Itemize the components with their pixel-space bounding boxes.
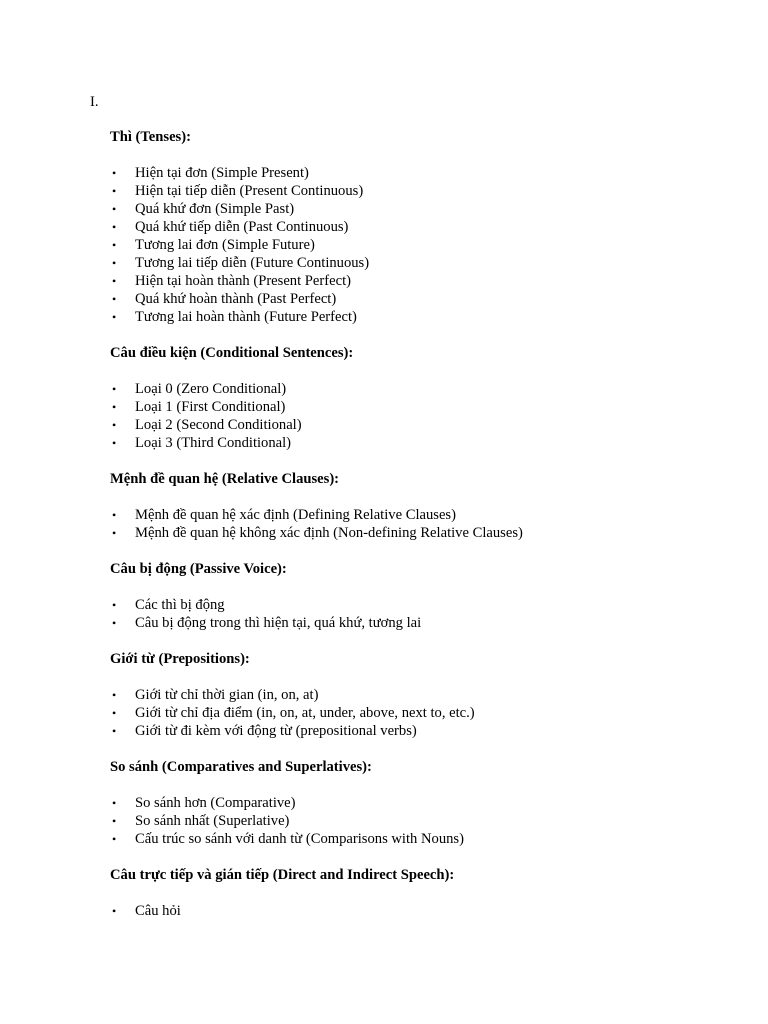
section-block	[110, 866, 730, 920]
bullet-icon: •	[112, 814, 117, 828]
list-item	[110, 254, 730, 272]
sections-container	[110, 128, 730, 938]
list-item-text: Câu hỏi	[135, 903, 181, 919]
bullet-icon: •	[112, 832, 117, 846]
list-item	[110, 398, 730, 416]
list-item	[110, 434, 730, 452]
list-item-text: Quá khứ tiếp diễn (Past Continuous)	[135, 219, 349, 235]
list-item	[110, 686, 730, 704]
section-block	[110, 128, 730, 326]
list-item-text: Tương lai đơn (Simple Future)	[135, 237, 315, 253]
section-heading: Câu trực tiếp và gián tiếp (Direct and Indirect Speech):	[110, 867, 455, 883]
list-item	[110, 182, 730, 200]
list-item	[110, 902, 730, 920]
section-number: I.	[90, 94, 99, 110]
list-item	[110, 200, 730, 218]
section-heading: Mệnh đề quan hệ (Relative Clauses):	[110, 471, 340, 487]
list-item-text: Tương lai hoàn thành (Future Perfect)	[135, 309, 357, 325]
bullet-list	[110, 794, 730, 848]
list-item	[110, 812, 730, 830]
list-item-text: Loại 3 (Third Conditional)	[135, 435, 292, 451]
bullet-icon: •	[112, 166, 117, 180]
list-item-text: Loại 0 (Zero Conditional)	[135, 381, 287, 397]
bullet-list	[110, 164, 730, 326]
list-item	[110, 794, 730, 812]
list-item-text: Giới từ chỉ thời gian (in, on, at)	[135, 687, 319, 703]
list-item-text: Cấu trúc so sánh với danh từ (Comparisons with Nouns)	[135, 831, 464, 847]
list-item	[110, 164, 730, 182]
list-item-text: Hiện tại tiếp diễn (Present Continuous)	[135, 183, 364, 199]
list-item-text: Quá khứ hoàn thành (Past Perfect)	[135, 291, 337, 307]
section-heading: Câu điều kiện (Conditional Sentences):	[110, 345, 354, 361]
list-item	[110, 506, 730, 524]
list-item-text: Loại 2 (Second Conditional)	[135, 417, 302, 433]
bullet-icon: •	[112, 400, 117, 414]
list-item-text: Tương lai tiếp diễn (Future Continuous)	[135, 255, 370, 271]
list-item-text: Giới từ chỉ địa điểm (in, on, at, under, above, next to, etc.)	[135, 705, 475, 721]
list-item-text: Hiện tại đơn (Simple Present)	[135, 165, 309, 181]
list-item	[110, 272, 730, 290]
list-item-text: Loại 1 (First Conditional)	[135, 399, 286, 415]
list-item	[110, 596, 730, 614]
bullet-icon: •	[112, 382, 117, 396]
bullet-icon: •	[112, 436, 117, 450]
bullet-icon: •	[112, 292, 117, 306]
section-block	[110, 344, 730, 452]
bullet-list	[110, 380, 730, 452]
list-item-text: Mệnh đề quan hệ không xác định (Non-defining Relative Clauses)	[135, 525, 523, 541]
list-item	[110, 416, 730, 434]
bullet-icon: •	[112, 310, 117, 324]
list-item	[110, 308, 730, 326]
list-item	[110, 614, 730, 632]
list-item-text: Các thì bị động	[135, 597, 225, 613]
list-item	[110, 290, 730, 308]
section-heading: Câu bị động (Passive Voice):	[110, 561, 287, 577]
list-item-text: So sánh nhất (Superlative)	[135, 813, 290, 829]
list-item	[110, 830, 730, 848]
bullet-icon: •	[112, 256, 117, 270]
bullet-list	[110, 506, 730, 542]
bullet-icon: •	[112, 238, 117, 252]
section-heading: So sánh (Comparatives and Superlatives):	[110, 759, 372, 775]
list-item-text: Mệnh đề quan hệ xác định (Defining Relative Clauses)	[135, 507, 456, 523]
bullet-icon: •	[112, 220, 117, 234]
bullet-icon: •	[112, 418, 117, 432]
list-item-text: Quá khứ đơn (Simple Past)	[135, 201, 295, 217]
list-item	[110, 704, 730, 722]
list-item	[110, 218, 730, 236]
bullet-icon: •	[112, 508, 117, 522]
list-item-text: So sánh hơn (Comparative)	[135, 795, 296, 811]
list-item	[110, 722, 730, 740]
section-block	[110, 560, 730, 632]
list-item	[110, 524, 730, 542]
bullet-icon: •	[112, 526, 117, 540]
section-block	[110, 470, 730, 542]
list-item	[110, 380, 730, 398]
list-item-text: Câu bị động trong thì hiện tại, quá khứ, tương lai	[135, 615, 422, 631]
bullet-list	[110, 902, 730, 920]
list-item-text: Giới từ đi kèm với động từ (prepositional verbs)	[135, 723, 417, 739]
section-heading: Thì (Tenses):	[110, 129, 191, 145]
section-block	[110, 650, 730, 740]
section-heading: Giới từ (Prepositions):	[110, 651, 250, 667]
list-item-text: Hiện tại hoàn thành (Present Perfect)	[135, 273, 351, 289]
section-block	[110, 758, 730, 848]
bullet-icon: •	[112, 796, 117, 810]
bullet-icon: •	[112, 724, 117, 738]
list-item	[110, 236, 730, 254]
bullet-icon: •	[112, 598, 117, 612]
bullet-icon: •	[112, 202, 117, 216]
bullet-icon: •	[112, 616, 117, 630]
bullet-icon: •	[112, 184, 117, 198]
bullet-list	[110, 596, 730, 632]
bullet-icon: •	[112, 688, 117, 702]
bullet-icon: •	[112, 904, 117, 918]
bullet-icon: •	[112, 274, 117, 288]
bullet-icon: •	[112, 706, 117, 720]
bullet-list	[110, 686, 730, 740]
